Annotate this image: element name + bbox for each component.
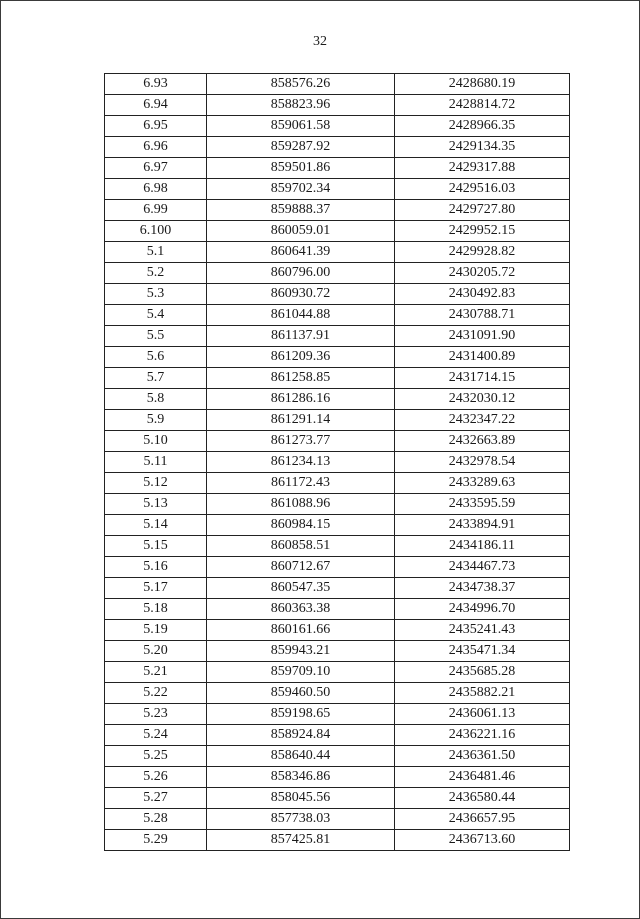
table-row [105, 830, 570, 851]
x-coordinate-cell: 860059.01 [207, 221, 395, 242]
point-id-cell: 5.23 [105, 704, 207, 725]
x-coordinate-cell: 858640.44 [207, 746, 395, 767]
y-coordinate-cell: 2431714.15 [395, 368, 570, 389]
point-id-cell: 5.13 [105, 494, 207, 515]
x-coordinate-cell: 860984.15 [207, 515, 395, 536]
x-coordinate-cell: 860161.66 [207, 620, 395, 641]
y-coordinate-cell: 2430492.83 [395, 284, 570, 305]
point-id-cell: 5.17 [105, 578, 207, 599]
table-row [105, 683, 570, 704]
point-id-cell: 6.98 [105, 179, 207, 200]
x-coordinate-cell: 859702.34 [207, 179, 395, 200]
x-coordinate-cell: 860363.38 [207, 599, 395, 620]
y-coordinate-cell: 2433289.63 [395, 473, 570, 494]
table-row [105, 767, 570, 788]
point-id-cell: 6.100 [105, 221, 207, 242]
table-row [105, 263, 570, 284]
x-coordinate-cell: 861291.14 [207, 410, 395, 431]
table-row [105, 641, 570, 662]
y-coordinate-cell: 2429952.15 [395, 221, 570, 242]
point-id-cell: 5.14 [105, 515, 207, 536]
y-coordinate-cell: 2433894.91 [395, 515, 570, 536]
x-coordinate-cell: 861137.91 [207, 326, 395, 347]
table-row [105, 578, 570, 599]
y-coordinate-cell: 2436361.50 [395, 746, 570, 767]
table-row [105, 473, 570, 494]
x-coordinate-cell: 860712.67 [207, 557, 395, 578]
point-id-cell: 5.3 [105, 284, 207, 305]
y-coordinate-cell: 2429516.03 [395, 179, 570, 200]
table-row [105, 452, 570, 473]
x-coordinate-cell: 861273.77 [207, 431, 395, 452]
point-id-cell: 5.4 [105, 305, 207, 326]
point-id-cell: 6.96 [105, 137, 207, 158]
table-row [105, 137, 570, 158]
y-coordinate-cell: 2435241.43 [395, 620, 570, 641]
x-coordinate-cell: 860641.39 [207, 242, 395, 263]
x-coordinate-cell: 859888.37 [207, 200, 395, 221]
y-coordinate-cell: 2436580.44 [395, 788, 570, 809]
x-coordinate-cell: 858924.84 [207, 725, 395, 746]
y-coordinate-cell: 2432030.12 [395, 389, 570, 410]
y-coordinate-cell: 2428966.35 [395, 116, 570, 137]
x-coordinate-cell: 859501.86 [207, 158, 395, 179]
point-id-cell: 5.22 [105, 683, 207, 704]
point-id-cell: 5.25 [105, 746, 207, 767]
x-coordinate-cell: 861258.85 [207, 368, 395, 389]
x-coordinate-cell: 858045.56 [207, 788, 395, 809]
table-row [105, 725, 570, 746]
x-coordinate-cell: 861088.96 [207, 494, 395, 515]
coordinates-table [104, 73, 570, 851]
x-coordinate-cell: 861209.36 [207, 347, 395, 368]
y-coordinate-cell: 2436221.16 [395, 725, 570, 746]
table-row [105, 95, 570, 116]
table-row [105, 704, 570, 725]
point-id-cell: 6.93 [105, 74, 207, 95]
x-coordinate-cell: 857425.81 [207, 830, 395, 851]
y-coordinate-cell: 2433595.59 [395, 494, 570, 515]
table-row [105, 536, 570, 557]
point-id-cell: 6.99 [105, 200, 207, 221]
x-coordinate-cell: 859943.21 [207, 641, 395, 662]
table-row [105, 620, 570, 641]
y-coordinate-cell: 2429928.82 [395, 242, 570, 263]
point-id-cell: 5.2 [105, 263, 207, 284]
x-coordinate-cell: 861286.16 [207, 389, 395, 410]
x-coordinate-cell: 861234.13 [207, 452, 395, 473]
table-row [105, 326, 570, 347]
y-coordinate-cell: 2431091.90 [395, 326, 570, 347]
point-id-cell: 5.12 [105, 473, 207, 494]
table-row [105, 284, 570, 305]
table-row [105, 788, 570, 809]
y-coordinate-cell: 2435685.28 [395, 662, 570, 683]
page-number: 32 [313, 34, 327, 49]
point-id-cell: 5.10 [105, 431, 207, 452]
table-row [105, 179, 570, 200]
y-coordinate-cell: 2428814.72 [395, 95, 570, 116]
table-row [105, 347, 570, 368]
table-row [105, 557, 570, 578]
point-id-cell: 5.9 [105, 410, 207, 431]
x-coordinate-cell: 859460.50 [207, 683, 395, 704]
table-row [105, 515, 570, 536]
point-id-cell: 5.1 [105, 242, 207, 263]
x-coordinate-cell: 860547.35 [207, 578, 395, 599]
x-coordinate-cell: 860858.51 [207, 536, 395, 557]
point-id-cell: 5.20 [105, 641, 207, 662]
x-coordinate-cell: 859198.65 [207, 704, 395, 725]
point-id-cell: 5.16 [105, 557, 207, 578]
table-row [105, 599, 570, 620]
table-row [105, 305, 570, 326]
coordinates-table-body [105, 74, 570, 851]
y-coordinate-cell: 2436657.95 [395, 809, 570, 830]
y-coordinate-cell: 2434738.37 [395, 578, 570, 599]
table-row [105, 431, 570, 452]
y-coordinate-cell: 2429317.88 [395, 158, 570, 179]
point-id-cell: 5.18 [105, 599, 207, 620]
table-row [105, 746, 570, 767]
x-coordinate-cell: 859287.92 [207, 137, 395, 158]
x-coordinate-cell: 861172.43 [207, 473, 395, 494]
point-id-cell: 5.26 [105, 767, 207, 788]
y-coordinate-cell: 2434996.70 [395, 599, 570, 620]
point-id-cell: 5.5 [105, 326, 207, 347]
y-coordinate-cell: 2431400.89 [395, 347, 570, 368]
x-coordinate-cell: 859709.10 [207, 662, 395, 683]
y-coordinate-cell: 2432663.89 [395, 431, 570, 452]
x-coordinate-cell: 857738.03 [207, 809, 395, 830]
y-coordinate-cell: 2429134.35 [395, 137, 570, 158]
x-coordinate-cell: 858823.96 [207, 95, 395, 116]
y-coordinate-cell: 2434186.11 [395, 536, 570, 557]
x-coordinate-cell: 860930.72 [207, 284, 395, 305]
y-coordinate-cell: 2436481.46 [395, 767, 570, 788]
point-id-cell: 5.11 [105, 452, 207, 473]
table-row [105, 242, 570, 263]
point-id-cell: 5.7 [105, 368, 207, 389]
table-row [105, 221, 570, 242]
y-coordinate-cell: 2436061.13 [395, 704, 570, 725]
table-row [105, 389, 570, 410]
x-coordinate-cell: 860796.00 [207, 263, 395, 284]
y-coordinate-cell: 2430788.71 [395, 305, 570, 326]
x-coordinate-cell: 858576.26 [207, 74, 395, 95]
table-row [105, 200, 570, 221]
x-coordinate-cell: 858346.86 [207, 767, 395, 788]
table-row [105, 809, 570, 830]
point-id-cell: 5.27 [105, 788, 207, 809]
x-coordinate-cell: 859061.58 [207, 116, 395, 137]
point-id-cell: 5.21 [105, 662, 207, 683]
point-id-cell: 5.29 [105, 830, 207, 851]
point-id-cell: 5.8 [105, 389, 207, 410]
y-coordinate-cell: 2428680.19 [395, 74, 570, 95]
point-id-cell: 6.95 [105, 116, 207, 137]
point-id-cell: 5.19 [105, 620, 207, 641]
y-coordinate-cell: 2434467.73 [395, 557, 570, 578]
point-id-cell: 5.24 [105, 725, 207, 746]
table-row [105, 158, 570, 179]
table-row [105, 494, 570, 515]
point-id-cell: 6.97 [105, 158, 207, 179]
y-coordinate-cell: 2435471.34 [395, 641, 570, 662]
x-coordinate-cell: 861044.88 [207, 305, 395, 326]
point-id-cell: 5.15 [105, 536, 207, 557]
table-row [105, 410, 570, 431]
table-row [105, 116, 570, 137]
point-id-cell: 5.6 [105, 347, 207, 368]
y-coordinate-cell: 2432978.54 [395, 452, 570, 473]
y-coordinate-cell: 2436713.60 [395, 830, 570, 851]
y-coordinate-cell: 2432347.22 [395, 410, 570, 431]
point-id-cell: 5.28 [105, 809, 207, 830]
y-coordinate-cell: 2435882.21 [395, 683, 570, 704]
y-coordinate-cell: 2429727.80 [395, 200, 570, 221]
y-coordinate-cell: 2430205.72 [395, 263, 570, 284]
table-row [105, 74, 570, 95]
point-id-cell: 6.94 [105, 95, 207, 116]
table-row [105, 662, 570, 683]
table-row [105, 368, 570, 389]
